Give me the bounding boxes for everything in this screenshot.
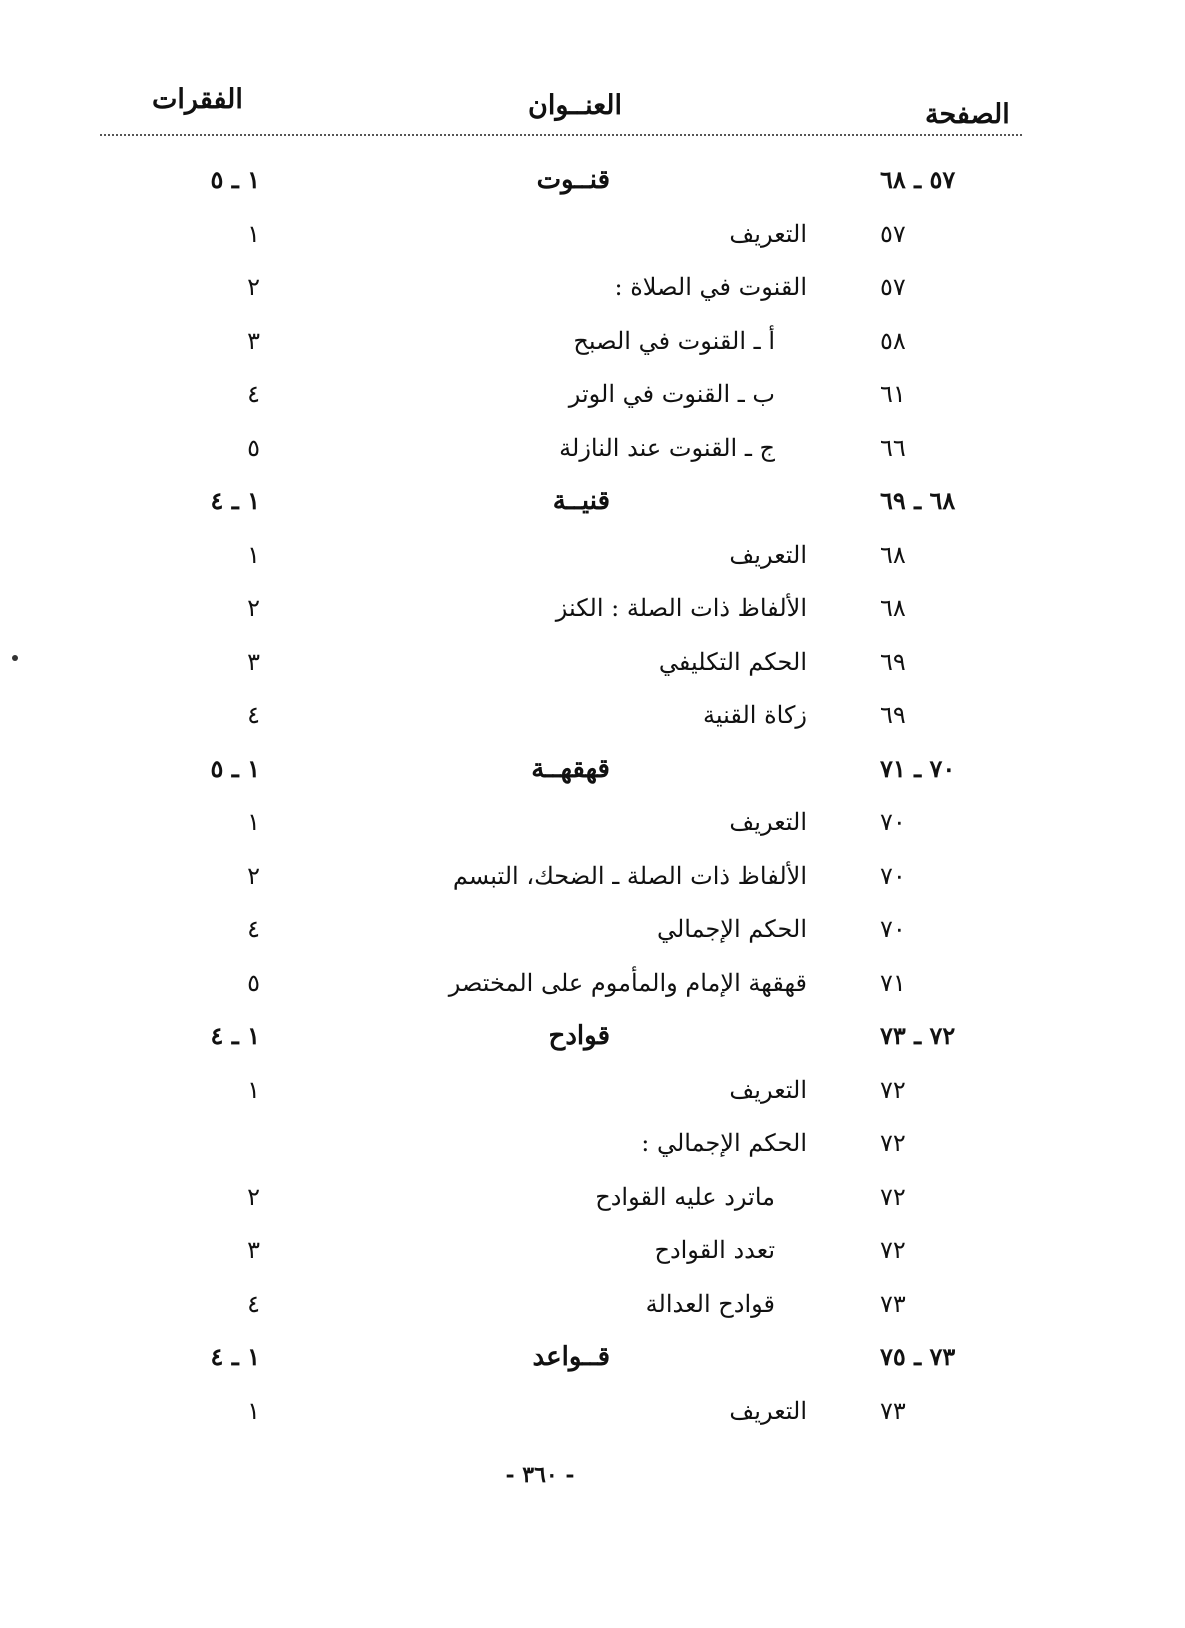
entry-paragraphs: ١ (247, 540, 260, 569)
entry-pages: ٧٢ (880, 1129, 906, 1157)
toc-entry-main (0, 486, 1185, 540)
toc-entry (0, 272, 1185, 326)
entry-paragraphs: ١ ـ ٥ (210, 165, 260, 194)
entry-paragraphs: ٣ (247, 1236, 260, 1264)
entry-pages: ٦٨ (880, 594, 906, 622)
toc-entry-main (0, 1342, 1185, 1396)
entry-title: قوادح (548, 1021, 610, 1051)
entry-title: أ ـ القنوت في الصبح (573, 326, 775, 355)
entry-paragraphs: ١ ـ ٤ (210, 1342, 260, 1371)
entry-paragraphs: ٢ (247, 1182, 260, 1211)
entry-paragraphs: ١ ـ ٥ (210, 753, 260, 783)
toc-entry (0, 1182, 1185, 1236)
entry-title: الحكم الإجمالي : (641, 1129, 807, 1157)
entry-title: الحكم الإجمالي (656, 915, 807, 943)
toc-entry (0, 1075, 1185, 1129)
entry-title: ماترد عليه القوادح (595, 1182, 775, 1211)
entry-title: التعريف (729, 219, 807, 248)
entry-paragraphs: ١ ـ ٤ (210, 486, 260, 515)
toc-entry (0, 219, 1185, 273)
entry-pages: ٧٠ (880, 861, 906, 890)
entry-title: قهقهــة (531, 753, 610, 784)
entry-pages: ٦٦ (880, 433, 906, 462)
page-column-header: الصفحة (925, 99, 1010, 130)
toc-entry-main (0, 754, 1185, 808)
entry-title: قنــوت (536, 165, 610, 195)
toc-entry (0, 379, 1185, 433)
toc-entry (0, 1396, 1185, 1450)
entry-title: زكاة القنية (702, 701, 807, 729)
entry-paragraphs: ١ ـ ٤ (210, 1021, 260, 1050)
entry-pages: ٦٨ ـ ٦٩ (880, 486, 956, 515)
toc-entry (0, 593, 1185, 647)
entry-paragraphs: ٤ (247, 380, 260, 408)
entry-title: قهقهة الإمام والمأموم على المختصر (448, 968, 807, 997)
header-dotted-rule (100, 134, 1022, 136)
entry-title: التعريف (729, 808, 807, 836)
entry-pages: ٧٠ (880, 808, 906, 836)
entry-paragraphs: ٢ (247, 594, 260, 622)
toc-header (0, 0, 1185, 140)
toc-entry (0, 1128, 1185, 1182)
toc-entry (0, 1235, 1185, 1289)
entry-pages: ٦١ (880, 380, 906, 408)
toc-entry-main (0, 165, 1185, 219)
entry-pages: ٧٢ (880, 1236, 906, 1264)
toc-entry (0, 540, 1185, 594)
entry-pages: ٧٣ (880, 1289, 906, 1318)
entry-title: تعدد القوادح (654, 1236, 775, 1264)
entry-pages: ٧٢ ـ ٧٣ (880, 1021, 956, 1050)
toc-rows (0, 165, 1185, 1449)
toc-entry (0, 326, 1185, 380)
entry-title: القنوت في الصلاة : (614, 273, 807, 301)
entry-pages: ٧٢ (880, 1182, 906, 1211)
entry-pages: ٧٠ (880, 915, 906, 943)
entry-pages: ٥٧ ـ ٦٨ (880, 165, 956, 194)
entry-title: التعريف (729, 540, 807, 569)
entry-paragraphs: ٥ (247, 968, 260, 997)
entry-title: ب ـ القنوت في الوتر (568, 380, 775, 408)
entry-title: قــواعد (532, 1342, 610, 1372)
entry-paragraphs: ٣ (247, 647, 260, 676)
entry-paragraphs: ٣ (247, 326, 260, 355)
entry-title: التعريف (729, 1396, 807, 1425)
entry-pages: ٥٧ (880, 219, 906, 248)
paragraphs-column-header: الفقرات (152, 84, 243, 115)
entry-title: الحكم التكليفي (658, 647, 807, 676)
entry-pages: ٧١ (880, 968, 906, 997)
entry-title: ج ـ القنوت عند النازلة (559, 433, 775, 462)
entry-title: الألفاظ ذات الصلة ـ الضحك، التبسم (452, 861, 807, 890)
entry-pages: ٦٩ (880, 647, 906, 676)
entry-pages: ٧٣ ـ ٧٥ (880, 1342, 956, 1371)
entry-pages: ٧٢ (880, 1075, 906, 1104)
entry-paragraphs: ١ (247, 1075, 260, 1104)
entry-title: الألفاظ ذات الصلة : الكنز (555, 594, 807, 622)
toc-entry (0, 861, 1185, 915)
entry-paragraphs: ١ (247, 219, 260, 248)
entry-paragraphs: ٢ (247, 273, 260, 301)
entry-pages: ٧٣ (880, 1396, 906, 1425)
title-column-header: العنــوان (528, 90, 622, 121)
entry-pages: ٦٨ (880, 540, 906, 569)
entry-paragraphs: ١ (247, 1396, 260, 1425)
entry-title: قنيــة (552, 486, 610, 516)
toc-entry-main (0, 1021, 1185, 1075)
entry-pages: ٥٧ (880, 273, 906, 301)
toc-entry (0, 968, 1185, 1022)
entry-paragraphs: ٤ (247, 701, 260, 729)
entry-paragraphs: ٥ (247, 433, 260, 462)
entry-paragraphs: ٢ (247, 861, 260, 890)
entry-pages: ٦٩ (880, 701, 906, 729)
entry-paragraphs: ٤ (247, 1289, 260, 1318)
toc-entry (0, 700, 1185, 754)
toc-entry (0, 647, 1185, 701)
toc-entry (0, 433, 1185, 487)
entry-pages: ٧٠ ـ ٧١ (880, 753, 956, 783)
toc-entry (0, 807, 1185, 861)
toc-entry (0, 1289, 1185, 1343)
entry-title: قوادح العدالة (645, 1289, 775, 1318)
entry-paragraphs: ٤ (247, 915, 260, 943)
page-number: - ٣٦٠ - (505, 1462, 575, 1488)
entry-paragraphs: ١ (247, 808, 260, 836)
toc-entry (0, 914, 1185, 968)
entry-pages: ٥٨ (880, 326, 906, 355)
entry-title: التعريف (729, 1075, 807, 1104)
